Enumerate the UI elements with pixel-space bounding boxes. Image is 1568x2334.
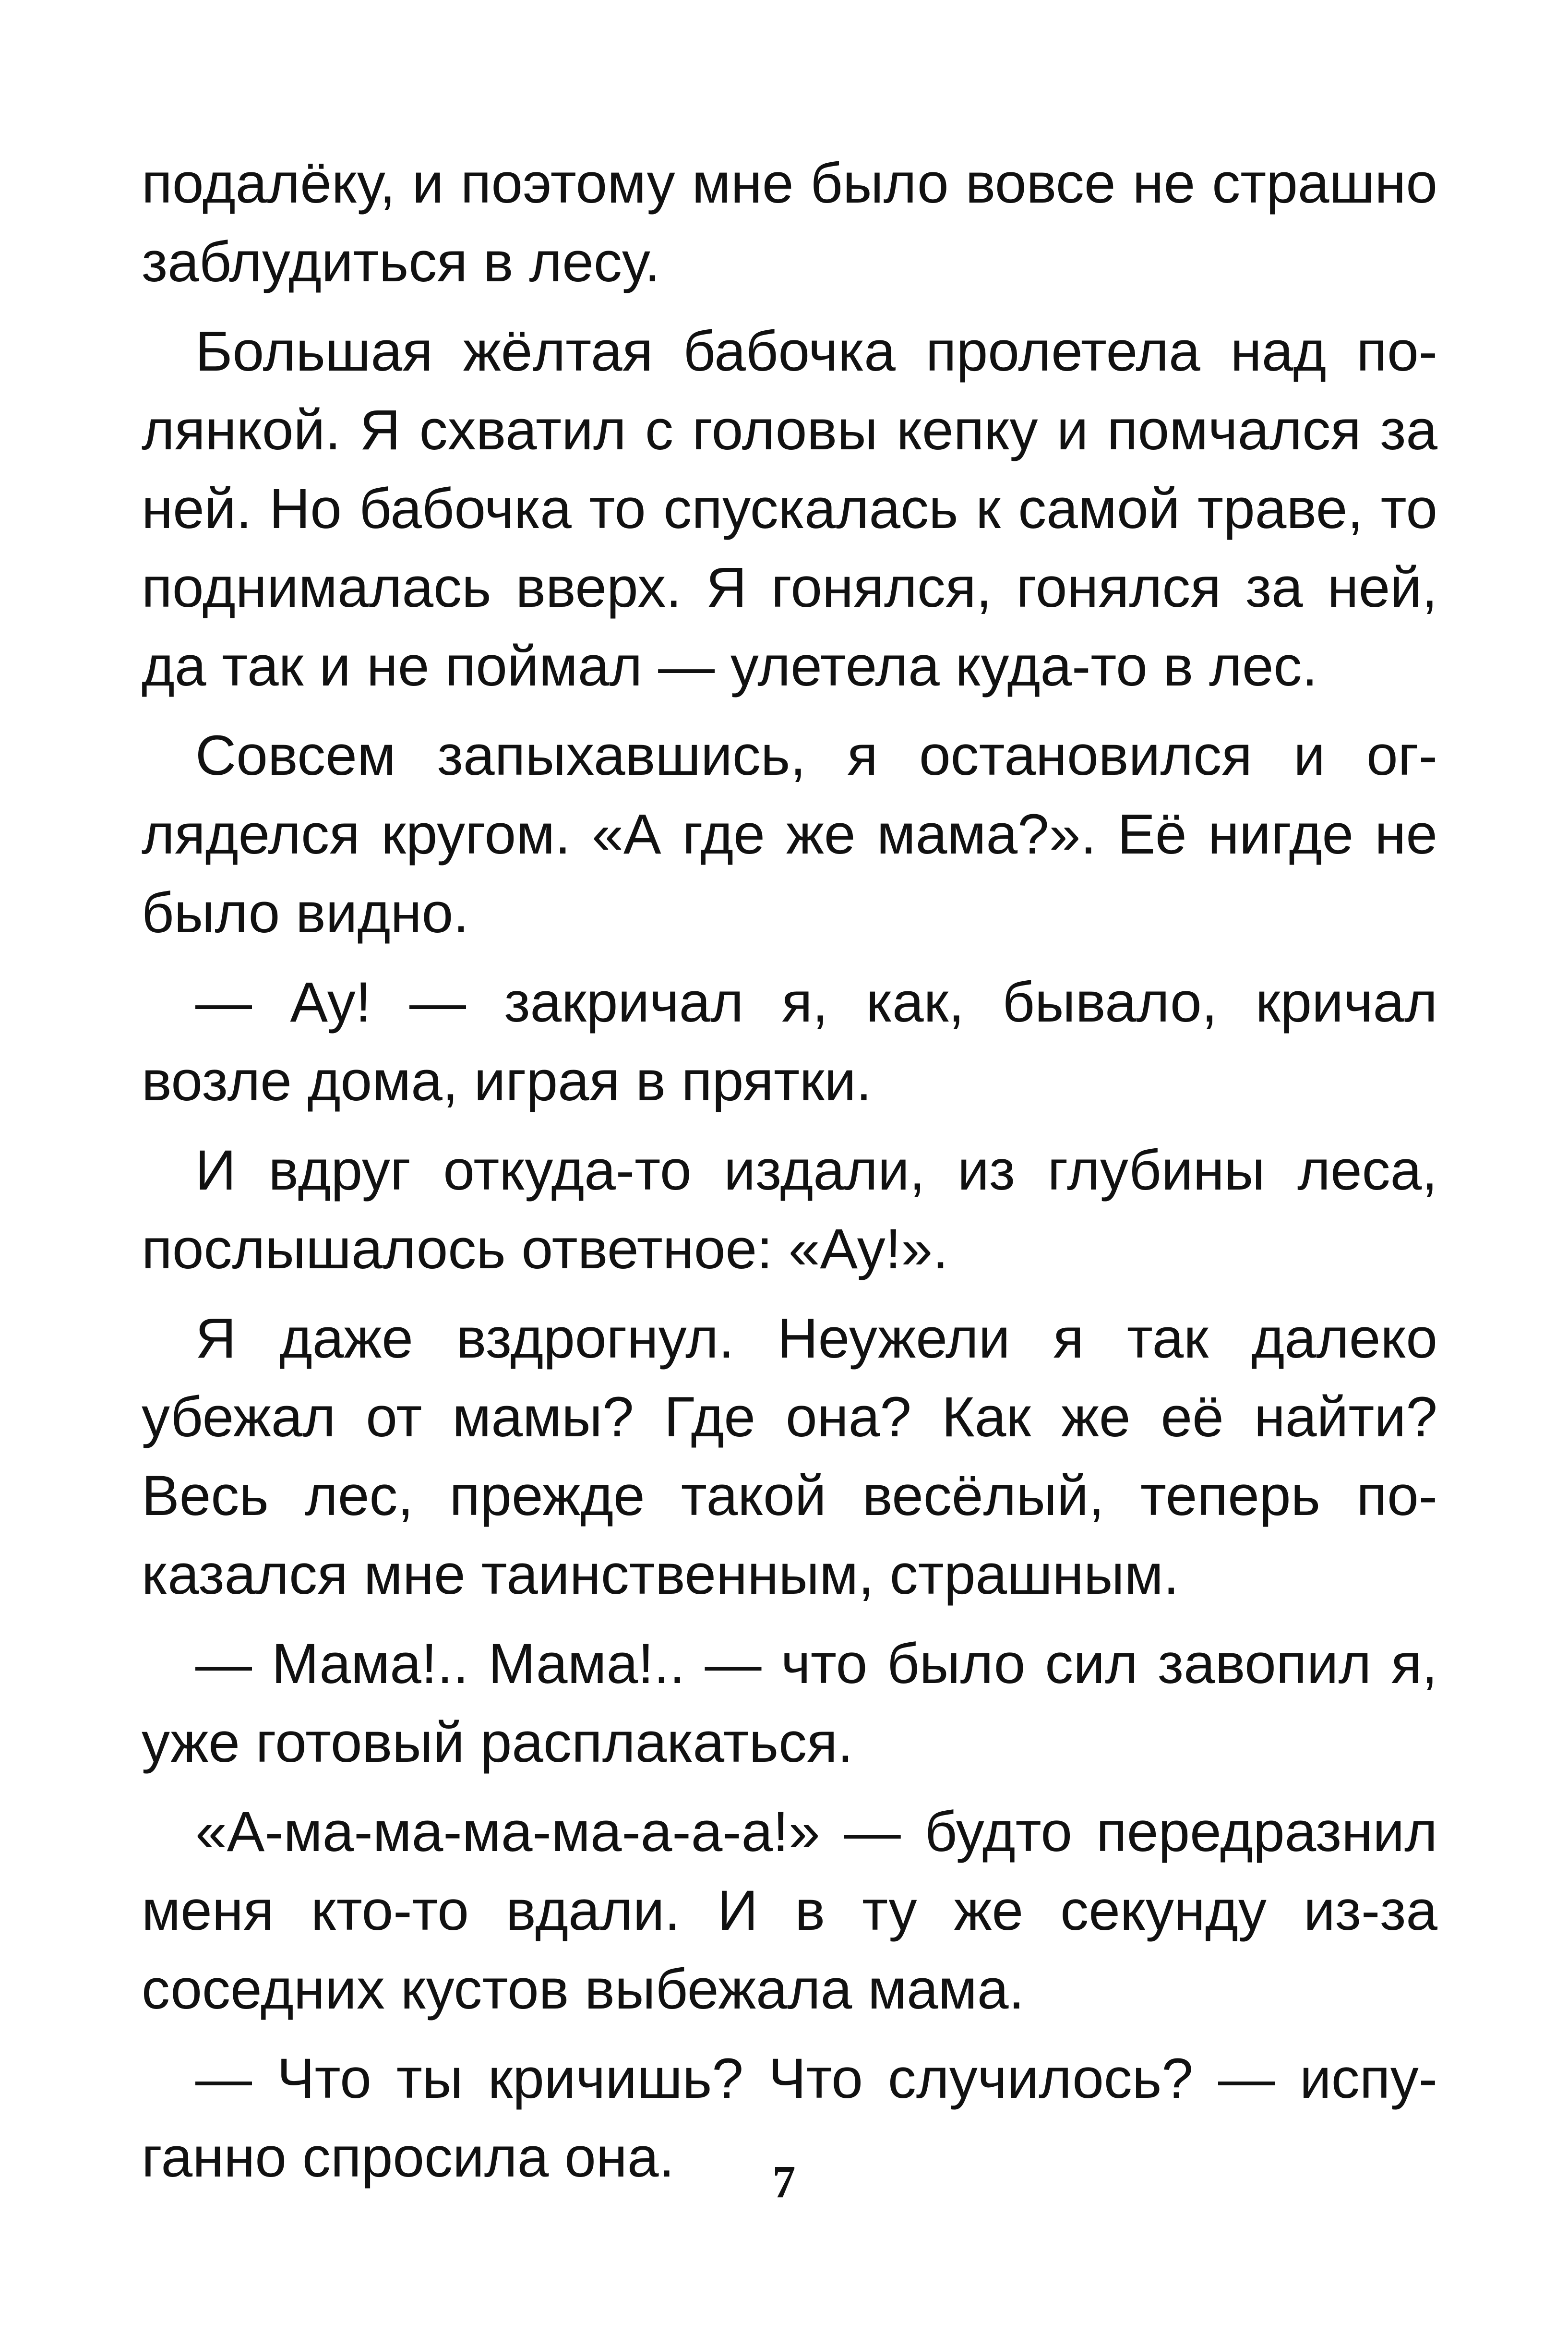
paragraph: Совсем запыхавшись, я остановился и огляделся кругом. «А где же мама?». Её нигде не было видно. (142, 724, 1437, 945)
paragraph: «А-ма-ма-ма-ма-а-а-а!» — будто передразнил меня кто-то вдали. И в ту же секунду из-за соседних кустов выбежала мама. (142, 1800, 1437, 2021)
dialogue-paragraph: — Ау! — закричал я, как, бывало, кричал возле дома, играя в прятки. (142, 971, 1437, 1113)
paragraph: Я даже вздрогнул. Неужели я так далеко убежал от мамы? Где она? Как же её найти? Весь лес, прежде такой весёлый, теперь показался мне таинственным, страшным. (142, 1307, 1437, 1606)
paragraph: Большая жёлтая бабочка пролетела над полянкой. Я схватил с головы кепку и помчался за ней. Но бабочка то спускалась к самой траве, то поднималась вверх. Я гонялся, гонялся за ней, да так и не поймал — улетела куда-то в лес. (142, 320, 1437, 698)
dialogue-paragraph: — Что ты кричишь? Что случилось? — испуганно спросила она. (142, 2047, 1437, 2189)
body-text (142, 144, 1437, 2207)
page-number: 7 (772, 2156, 796, 2207)
dialogue-paragraph: — Мама!.. Мама!.. — что было сил завопил я, уже готовый расплакаться. (142, 1632, 1437, 1774)
paragraph-continuation: подалёку, и поэтому мне было вовсе не страшно заблудиться в лесу. (142, 152, 1437, 294)
paragraph: И вдруг откуда-то издали, из глубины леса, послышалось ответное: «Ау!». (142, 1139, 1437, 1281)
